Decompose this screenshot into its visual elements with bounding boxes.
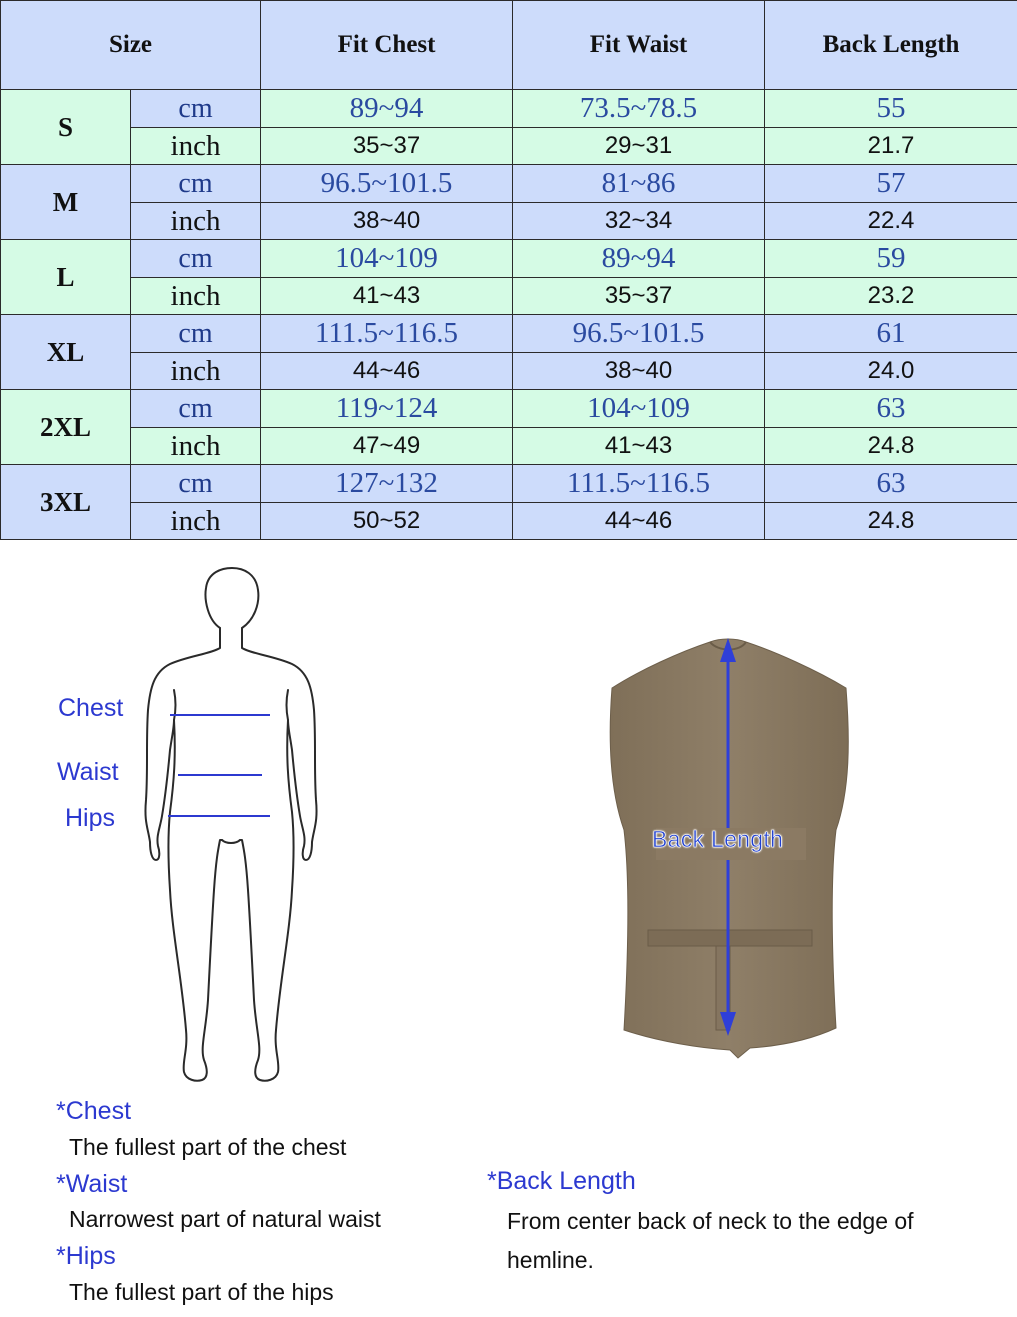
back-length-cm: 61	[765, 315, 1017, 353]
table-row	[1, 203, 1017, 240]
chest-inch: 44~46	[261, 353, 513, 390]
back-length-cm: 63	[765, 465, 1017, 503]
unit-inch: inch	[131, 353, 261, 390]
size-cell: XL	[1, 315, 131, 390]
body-outline-right	[240, 628, 317, 1081]
note-back-length-text-1: From center back of neck to the edge of	[507, 1208, 914, 1234]
back-length-cm: 57	[765, 165, 1017, 203]
chest-label: Chest	[58, 694, 124, 722]
table-body	[1, 90, 1017, 540]
back-length-inch: 22.4	[765, 203, 1017, 240]
back-length-inch: 21.7	[765, 128, 1017, 165]
waist-inch: 32~34	[513, 203, 765, 240]
crotch-line	[222, 840, 240, 843]
chest-inch: 35~37	[261, 128, 513, 165]
body-silhouette-figure	[130, 560, 350, 1090]
waist-cm: 96.5~101.5	[513, 315, 765, 353]
unit-cm: cm	[131, 465, 261, 503]
note-waist-title: *Waist	[56, 1170, 128, 1198]
table-row	[1, 390, 1017, 428]
chest-cm: 119~124	[261, 390, 513, 428]
back-length-cm: 63	[765, 390, 1017, 428]
unit-inch: inch	[131, 428, 261, 465]
size-cell: 3XL	[1, 465, 131, 540]
unit-cm: cm	[131, 165, 261, 203]
back-length-cm: 59	[765, 240, 1017, 278]
body-outline-left	[145, 628, 222, 1081]
header-back-length: Back Length	[765, 1, 1017, 90]
table-row	[1, 428, 1017, 465]
unit-inch: inch	[131, 503, 261, 540]
note-chest-text: The fullest part of the chest	[69, 1134, 347, 1160]
vest-back-strap	[648, 930, 812, 946]
hips-label: Hips	[65, 804, 116, 832]
note-back-length-title: *Back Length	[487, 1167, 636, 1195]
chest-inch: 41~43	[261, 278, 513, 315]
back-length-cm: 55	[765, 90, 1017, 128]
inner-arm-right	[287, 690, 289, 720]
unit-cm: cm	[131, 240, 261, 278]
waist-inch: 29~31	[513, 128, 765, 165]
table-row	[1, 278, 1017, 315]
waist-cm: 73.5~78.5	[513, 90, 765, 128]
unit-cm: cm	[131, 90, 261, 128]
note-hips-title: *Hips	[56, 1242, 116, 1270]
waist-inch: 38~40	[513, 353, 765, 390]
size-chart-table	[0, 0, 1017, 540]
unit-inch: inch	[131, 203, 261, 240]
head-outline	[206, 568, 259, 628]
size-cell: 2XL	[1, 390, 131, 465]
chest-cm: 127~132	[261, 465, 513, 503]
back-length-figure-label: Back Length	[652, 826, 784, 852]
header-size: Size	[1, 1, 261, 90]
table-row	[1, 240, 1017, 278]
note-back-length-text-2: hemline.	[507, 1247, 594, 1273]
chest-cm: 104~109	[261, 240, 513, 278]
table-row	[1, 353, 1017, 390]
note-hips-text: The fullest part of the hips	[69, 1279, 334, 1305]
chest-cm: 111.5~116.5	[261, 315, 513, 353]
chest-inch: 50~52	[261, 503, 513, 540]
size-cell: M	[1, 165, 131, 240]
back-length-inch: 23.2	[765, 278, 1017, 315]
waist-inch: 44~46	[513, 503, 765, 540]
unit-inch: inch	[131, 278, 261, 315]
chest-cm: 96.5~101.5	[261, 165, 513, 203]
waist-cm: 104~109	[513, 390, 765, 428]
waist-inch: 41~43	[513, 428, 765, 465]
chest-inch: 47~49	[261, 428, 513, 465]
back-length-inch: 24.8	[765, 428, 1017, 465]
table-row	[1, 465, 1017, 503]
header-fit-waist: Fit Waist	[513, 1, 765, 90]
chest-cm: 89~94	[261, 90, 513, 128]
waist-label: Waist	[57, 758, 119, 786]
unit-cm: cm	[131, 390, 261, 428]
size-cell: L	[1, 240, 131, 315]
table-row	[1, 90, 1017, 128]
table-row	[1, 165, 1017, 203]
back-length-inch: 24.0	[765, 353, 1017, 390]
waist-cm: 111.5~116.5	[513, 465, 765, 503]
back-length-inch: 24.8	[765, 503, 1017, 540]
table-row	[1, 315, 1017, 353]
table-row	[1, 503, 1017, 540]
unit-cm: cm	[131, 315, 261, 353]
unit-inch: inch	[131, 128, 261, 165]
header-fit-chest: Fit Chest	[261, 1, 513, 90]
chest-inch: 38~40	[261, 203, 513, 240]
table-row	[1, 128, 1017, 165]
waist-cm: 89~94	[513, 240, 765, 278]
table-header-row	[1, 1, 1017, 90]
waist-inch: 35~37	[513, 278, 765, 315]
note-chest-title: *Chest	[56, 1097, 132, 1125]
size-cell: S	[1, 90, 131, 165]
waist-cm: 81~86	[513, 165, 765, 203]
note-waist-text: Narrowest part of natural waist	[69, 1206, 381, 1232]
